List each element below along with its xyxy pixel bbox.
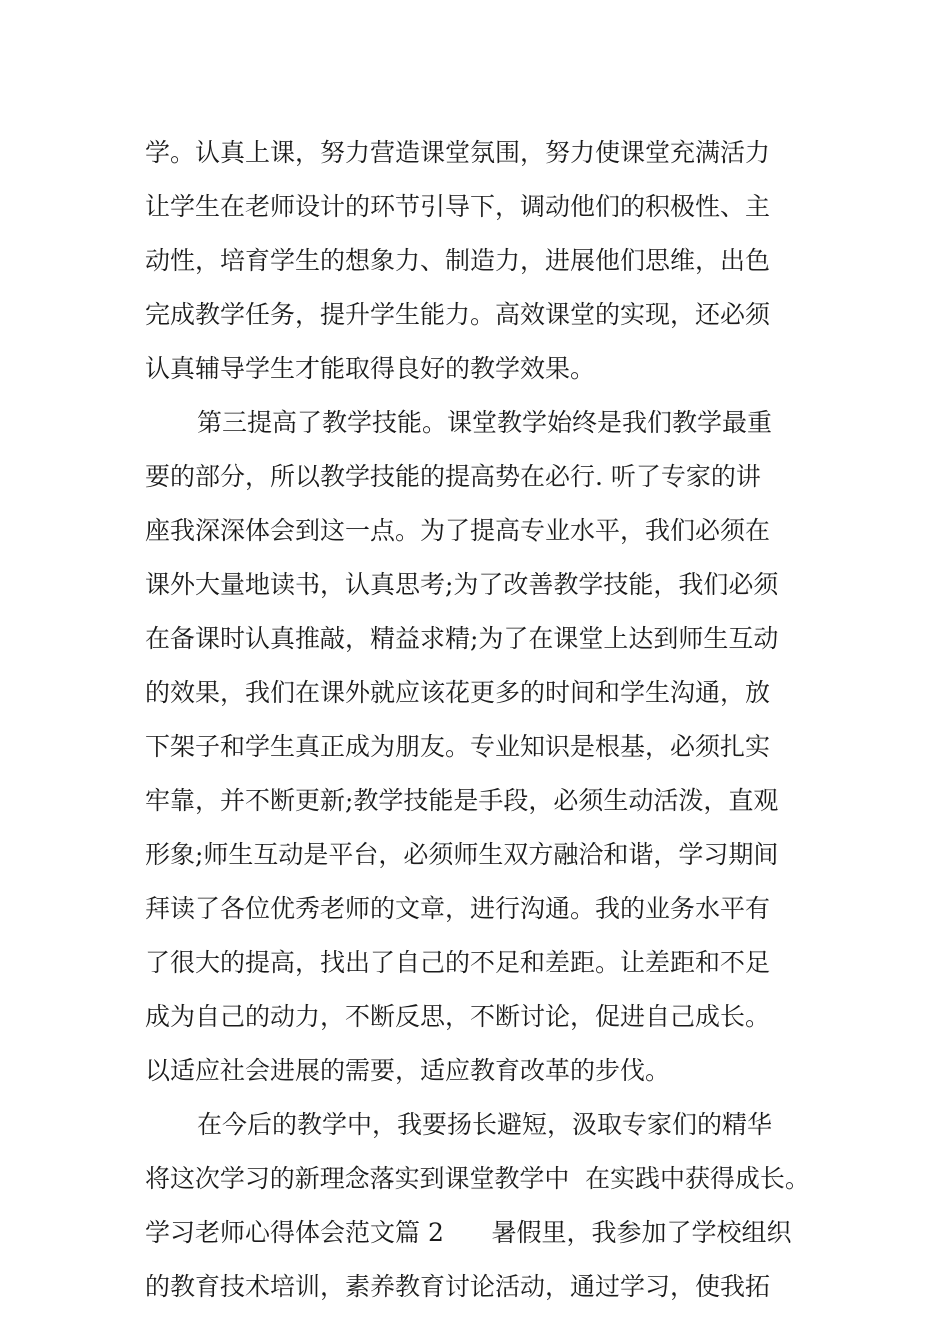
- text-line: 学。认真上课，努力营造课堂氛围，努力使课堂充满活力: [145, 138, 771, 167]
- text-line: 完成教学任务，提升学生能力。高效课堂的实现，还必须: [145, 300, 771, 329]
- text-line: 牢靠，并不断更新;教学技能是手段，必须生动活泼，直观: [145, 786, 779, 815]
- text-line: 成为自己的动力，不断反思，不断讨论，促进自己成长。: [145, 1002, 771, 1031]
- text-line: 的教育技术培训，素养教育讨论活动，通过学习，使我拓: [145, 1272, 771, 1301]
- text-line: 形象;师生互动是平台，必须师生双方融洽和谐，学习期间: [145, 840, 779, 869]
- text-line: 下架子和学生真正成为朋友。专业知识是根基，必须扎实: [145, 732, 771, 761]
- text-line: 座我深深体会到这一点。为了提高专业水平，我们必须在: [145, 516, 771, 545]
- document-body: [145, 126, 810, 1314]
- text-line: 了很大的提高，找出了自己的不足和差距。让差距和不足: [145, 948, 771, 977]
- text-line: 将这次学习的新理念落实到课堂教学中 在实践中获得成长。: [145, 1164, 810, 1193]
- text-line: 拜读了各位优秀老师的文章，进行沟通。我的业务水平有: [145, 894, 771, 923]
- paragraph-start-line: 在今后的教学中，我要扬长避短，汲取专家们的精华: [197, 1110, 773, 1139]
- text-line: 课外大量地读书，认真思考;为了改善教学技能，我们必须: [145, 570, 779, 599]
- text-line: 的效果，我们在课外就应该花更多的时间和学生沟通，放: [145, 678, 771, 707]
- text-line: 动性，培育学生的想象力、制造力，进展他们思维，出色: [145, 246, 771, 275]
- text-line: 要的部分，所以教学技能的提高势在必行. 听了专家的讲: [145, 462, 761, 491]
- text-line: 以适应社会进展的需要，适应教育改革的步伐。: [145, 1056, 671, 1085]
- text-line: 学习老师心得体会范文篇 2 暑假里，我参加了学校组织: [145, 1218, 792, 1247]
- text-line: 在备课时认真推敲，精益求精;为了在课堂上达到师生互动: [145, 624, 779, 653]
- paragraph-start-line: 第三提高了教学技能。课堂教学始终是我们教学最重: [197, 408, 773, 437]
- text-line: 认真辅导学生才能取得良好的教学效果。: [145, 354, 596, 383]
- text-line: 让学生在老师设计的环节引导下，调动他们的积极性、主: [145, 192, 771, 221]
